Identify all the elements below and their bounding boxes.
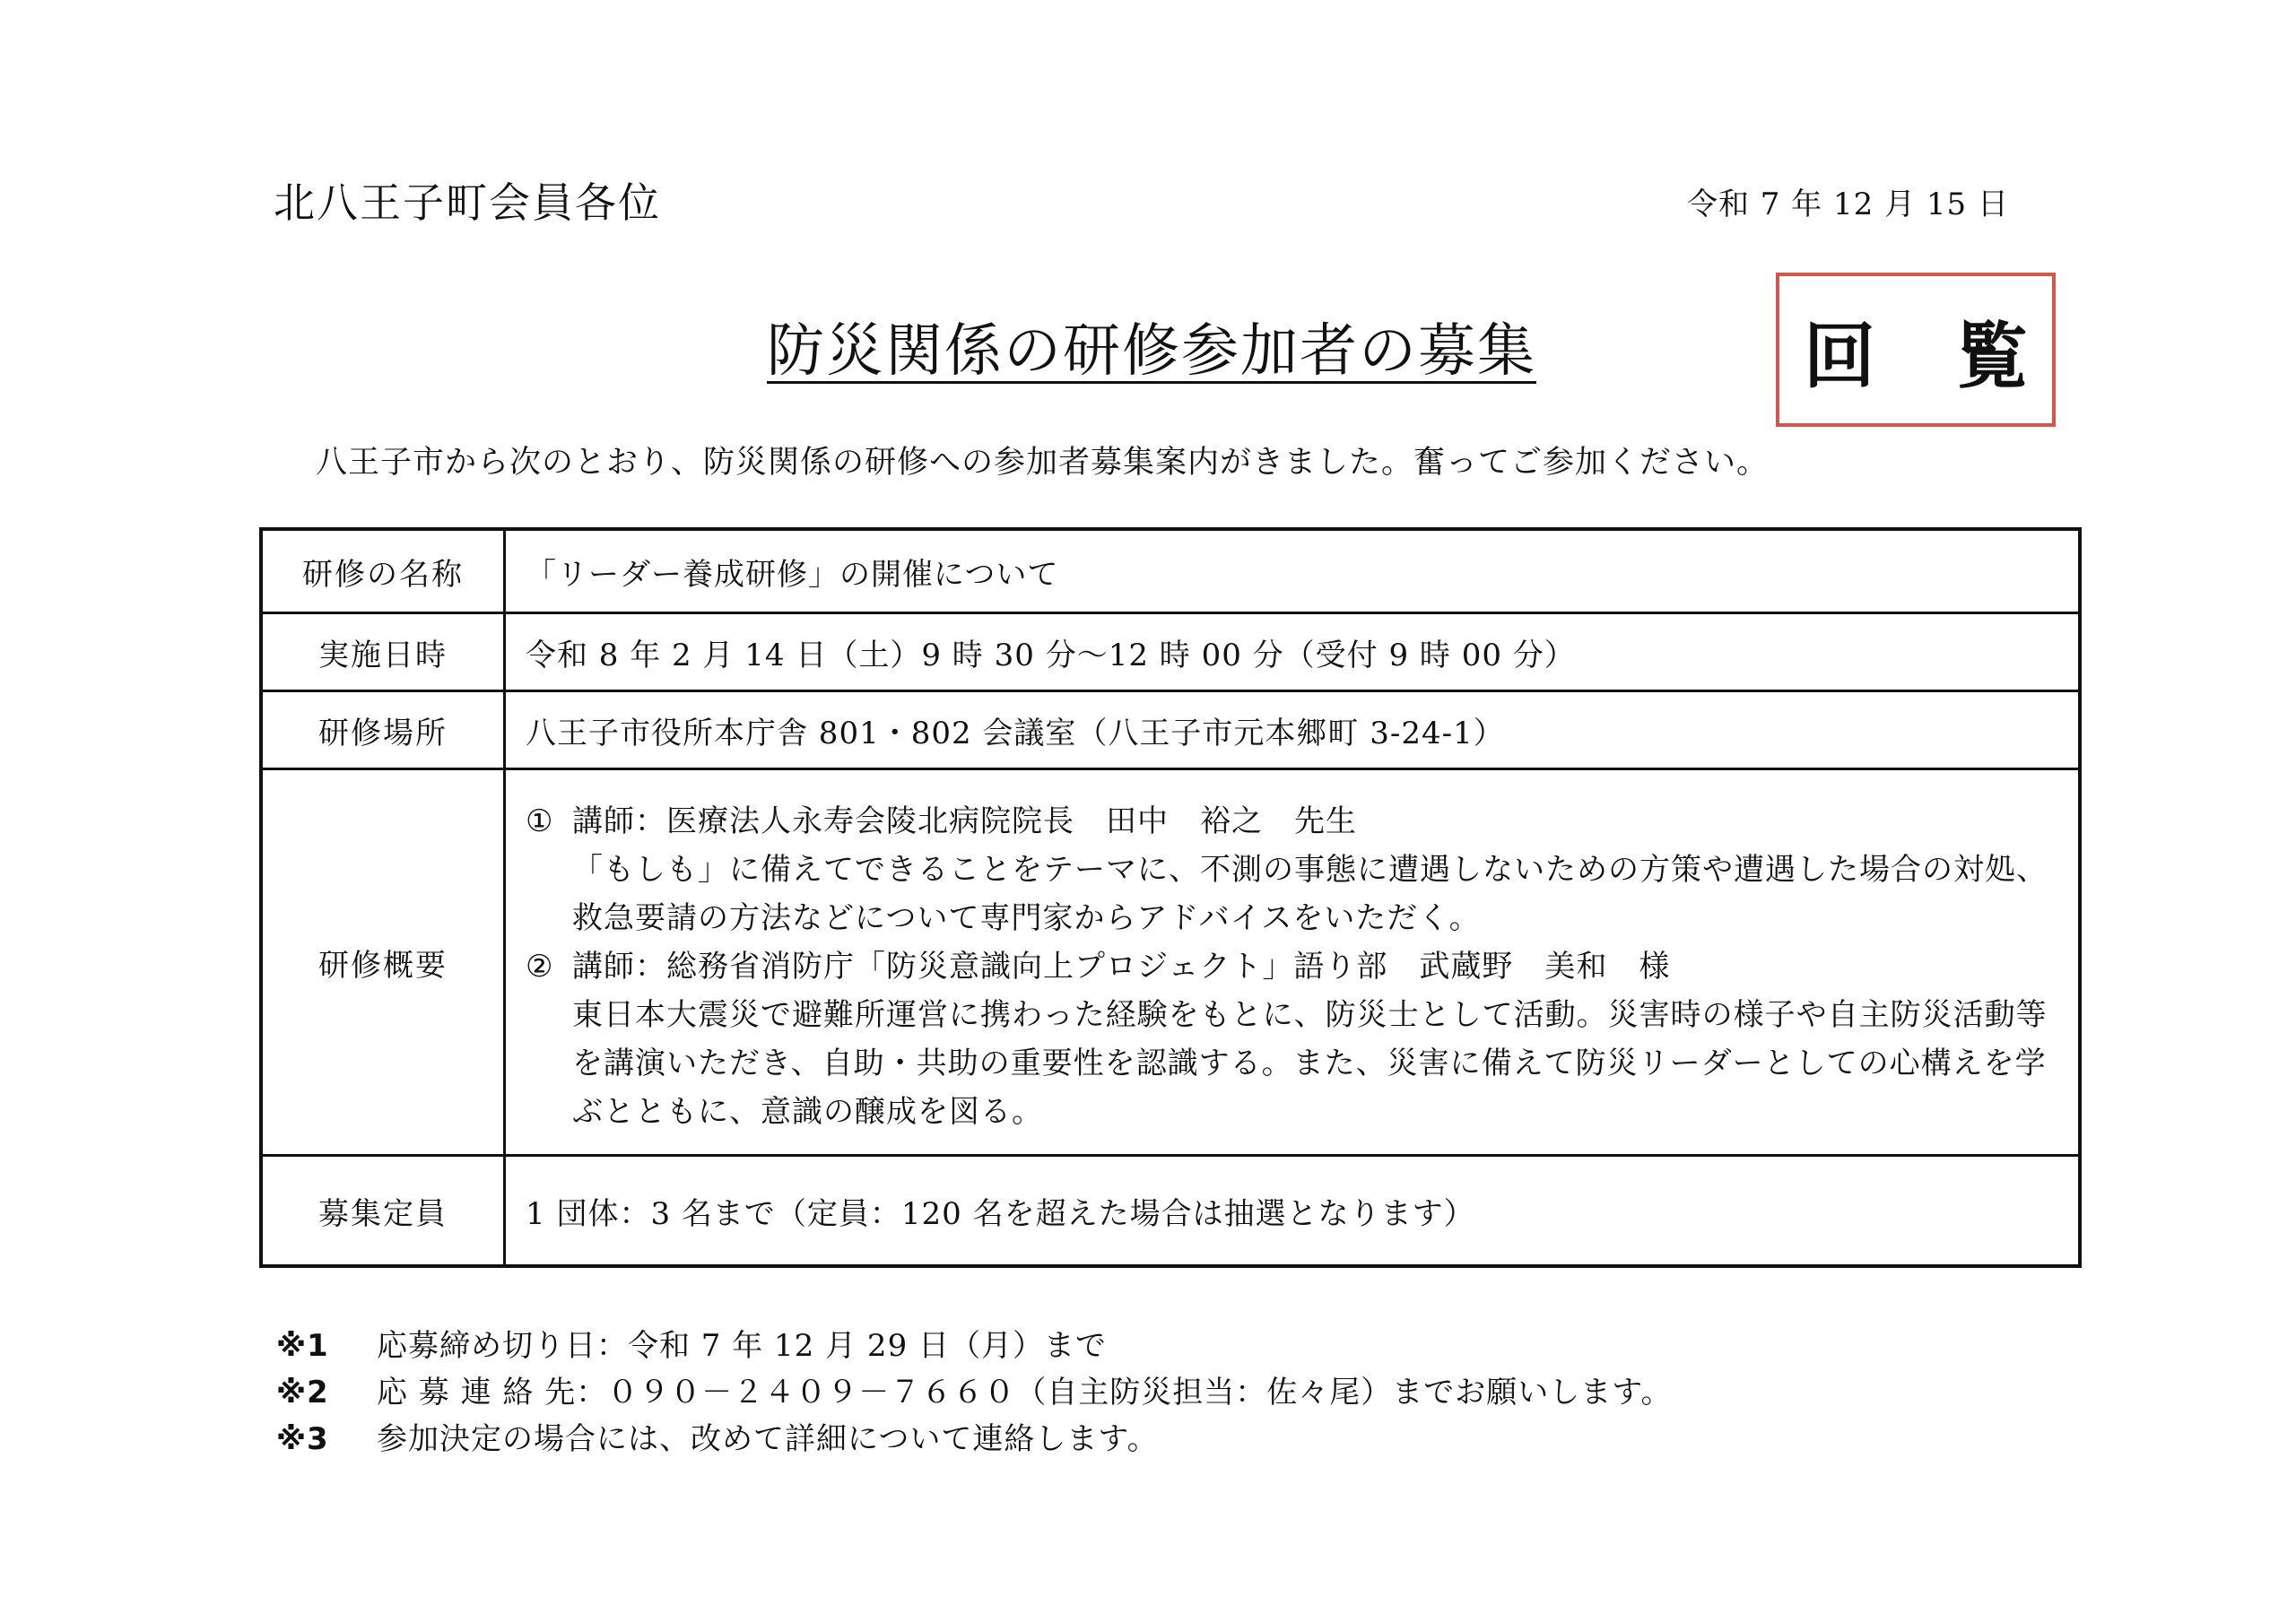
summary-item-1 [526, 797, 2078, 846]
intro-text: 八王子市から次のとおり、防災関係の研修への参加者募集案内がきました。奮ってご参加ください。 [316, 445, 1770, 481]
note-1-mark: ※1 [276, 1328, 329, 1364]
place-value: 八王子市役所本庁舎 801・802 会議室（八王子市元本郷町 3-24-1） [505, 691, 2081, 769]
note-2-mark: ※2 [276, 1375, 329, 1410]
summary-value [505, 769, 2081, 1156]
note-1 [276, 1323, 1673, 1369]
name-value: 「リーダー養成研修」の開催について [505, 529, 2081, 613]
item-2-description: 東日本大震災で避難所運営に携わった経験をもとに、防災士として活動。災害時の様子や自主防災活動等を講演いただき、自助・共助の重要性を認識する。また、災害に備えて防災リーダーとしての心構えを学ぶとともに、意識の醸成を図る。 [572, 997, 2048, 1130]
note-3 [276, 1416, 1673, 1462]
item-2-lecturer: 講師：総務省消防庁「防災意識向上プロジェクト」語り部 武蔵野 美和 様 [572, 949, 1671, 985]
note-1-text: 応募締め切り日：令和 7 年 12 月 29 日（月）まで [377, 1328, 1108, 1364]
training-info-table [259, 527, 2082, 1268]
item-1-lecturer: 講師：医療法人永寿会陵北病院院長 田中 裕之 先生 [572, 803, 1357, 839]
addressee: 北八王子町会員各位 [274, 178, 661, 227]
date-label: 実施日時 [261, 613, 505, 691]
summary-item-2 [526, 942, 2078, 991]
table-row-place [261, 691, 2080, 769]
note-2-text: 応 募 連 絡 先：０９０－２４０９－７６６０（自主防災担当：佐々尾）までお願いします。 [377, 1375, 1673, 1410]
date-value: 令和 8 年 2 月 14 日（土）9 時 30 分～12 時 00 分（受付 9 時 00 分） [505, 613, 2081, 691]
item-1-description: 「もしも」に備えてできることをテーマに、不測の事態に遭遇しないための方策や遭遇した場合の対処、救急要請の方法などについて専門家からアドバイスをいただく。 [572, 852, 2048, 936]
name-label: 研修の名称 [261, 529, 505, 613]
item-2-mark: ② [526, 949, 554, 985]
summary-label: 研修概要 [261, 769, 505, 1156]
note-2 [276, 1369, 1673, 1416]
place-label: 研修場所 [261, 691, 505, 769]
circulation-stamp [1776, 273, 2109, 427]
note-3-text: 参加決定の場合には、改めて詳細について連絡します。 [377, 1421, 1159, 1457]
capacity-value: 1 団体：3 名まで（定員：120 名を超えた場合は抽選となります） [505, 1156, 2081, 1267]
item-1-mark: ① [526, 803, 554, 839]
table-row-date [261, 613, 2080, 691]
notes [276, 1323, 1673, 1462]
issue-date: 令和 7 年 12 月 15 日 [1686, 187, 2009, 222]
stamp-text: 回覧 [1804, 314, 2109, 398]
table-row-name [261, 529, 2080, 613]
table-row-summary [261, 769, 2080, 1156]
note-3-mark: ※3 [276, 1421, 329, 1457]
table-row-capacity [261, 1156, 2080, 1267]
document-title: 防災関係の研修参加者の募集 [767, 318, 1536, 385]
capacity-label: 募集定員 [261, 1156, 505, 1267]
